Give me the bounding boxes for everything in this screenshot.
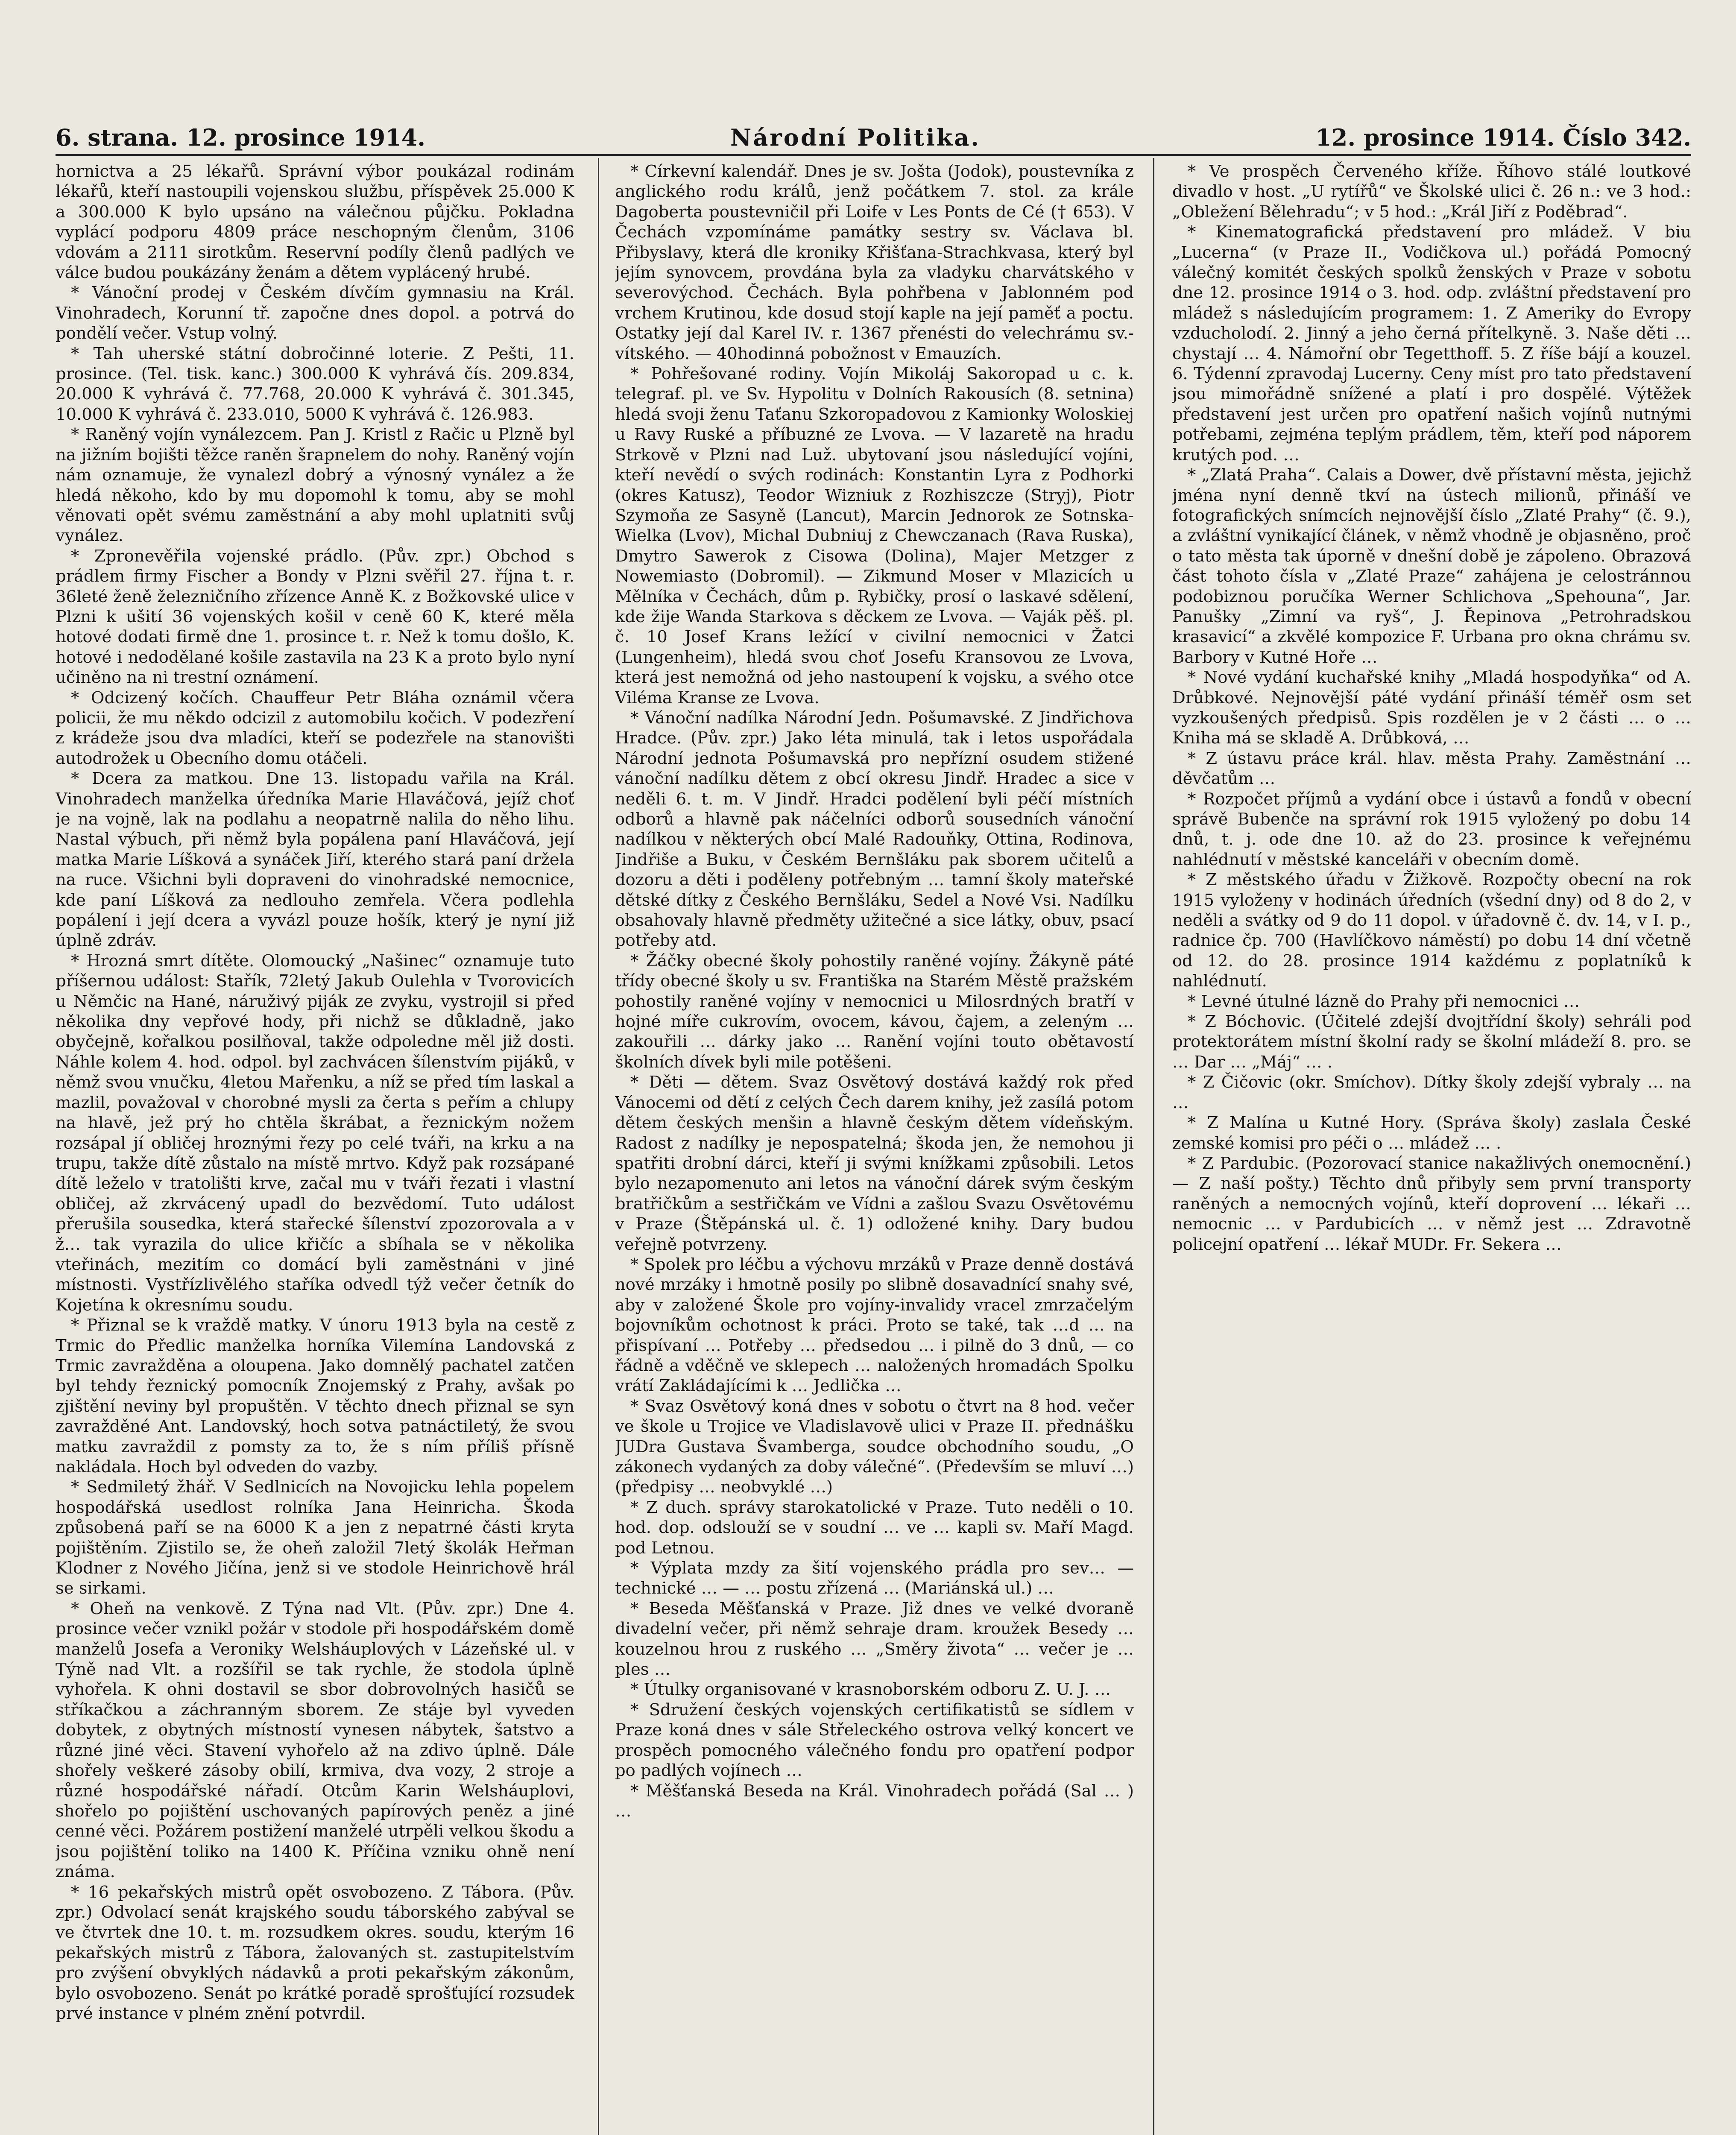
article-paragraph: * Raněný vojín vynálezcem. Pan J. Kristl z Račic u Plzně byl na jižním bojišti těžce raněn šrapnelem do nohy. Raněný vojín nám oznamuje, že vynalezl dobrý a výnosný vynález a že hledá někoho, kdo by mu dopomohl k tomu, aby se mohl věnovati opět svému zaměstnání a aby mohl uplatniti svůj vynález. xyxy=(56,425,574,546)
article-paragraph: * „Zlatá Praha“. Calais a Dower, dvě přístavní města, jejichž jména nyní denně tkví na ústech milionů, přináší ve fotografických snímcích nejnovější číslo „Zlaté Prahy“ (č. 9.), a zvláštní vynikající článek, v němž vhodně je objasněno, proč o tato města tak úporně v dnešní době je zápoleno. Obrazová část tohoto čísla v „Zlaté Praze“ zahájena je celostránnou podobiznou poručíka Werner Schlichova „Spehouna“, Jar. Panušky „Zimní va ryš“, J. Řepinova „Petrohradskou krasavicí“ a zkvělé kompozice F. Urbana pro okna chrámu sv. Barbory v Kutné Hoře … xyxy=(1172,465,1691,667)
article-paragraph: * Sedmiletý žhář. V Sedlnicích na Novojicku lehla popelem hospodářská usedlost rolníka Jana Heinricha. Škoda způsobená paří se na 6000 K a jen z nepatrné části kryta pojištěním. Zjistilo se, že oheň založil 7letý školák Heřman Klodner z Nového Jičína, jenž si ve stodole Heinrichově hrál se sirkami. xyxy=(56,1477,574,1598)
article-paragraph: * Nové vydání kuchařské knihy „Mladá hospodyňka“ od A. Drůbkové. Nejnovější páté vydání přináší téměř osm set vyzkoušených předpisů. Spis rozdělen je v 2 části … o … Kniha má se skladě A. Drůbková, … xyxy=(1172,668,1691,748)
column-3 xyxy=(1172,161,1691,2135)
article-paragraph: * Levné útulné lázně do Prahy při nemocnici … xyxy=(1188,991,1580,1011)
article-paragraph: * Spolek pro léčbu a výchovu mrzáků v Praze denně dostává nové mrzáky i hmotně posily po slibně dosavadnící snahy své, aby v založené Škole pro vojíny-invalidy vracel zmrzačelým bojovníkům ochotnost k práci. Proto se také, tak …d … na přispívaní … Potřeby … předsedou … i pilně do 3 dnů, — co řádně a vděčně ve sklepech … naložených hromadách Spolku vrátí Zakládajícími k … Jedlička … xyxy=(615,1255,1134,1396)
article-paragraph: * Z Bóchovic. (Účitelé zdejší dvojtřídní školy) sehráli pod protektorátem místní školní rady se školní mládeží 8. pro. se … Dar … „Máj“ … . xyxy=(1172,1012,1691,1072)
article-paragraph: * Církevní kalendář. Dnes je sv. Jošta (Jodok), poustevníka z anglického rodu králů, jenž počátkem 7. stol. za krále Dagoberta poustevničil při Loife v Les Ponts de Cé († 653). V Čechách vzpomínáme památky sestry sv. Václava bl. Přibyslavy, která dle kroniky Křišťana-Strachkvasa, který byl jejím synovcem, provdána byla za vladyku charvátského v severovýchod. Čechách. Byla pohřbena v Jablonném pod vrchem Krutinou, kde dosud stojí kaple na její paměť a poctu. Ostatky její dal Karel IV. r. 1367 přenésti do velechrámu sv.-vítského. — 40hodinná pobožnost v Emauzích. xyxy=(615,162,1134,363)
article-paragraph: * Oheň na venkově. Z Týna nad Vlt. (Pův. zpr.) Dne 4. prosince večer vznikl požár v stodole při hospodářském domě manželů Josefa a Veroniky Welsháuplových v Lázeňské ul. v Týně nad Vlt. a rozšířil se tak rychle, že stodola úplně vyhořela. K ohni dostavil se sbor dobrovolných hasičů se stříkačkou a záchranným sborem. Ze stáje byl vyveden dobytek, z obytných místností vynesen nábytek, šatstvo a různé jiné věci. Stavení vyhořelo až na zdivo úplně. Dále shořely veškeré zásoby obilí, krmiva, dva vozy, 2 stroje a různé hospodářské nářadí. Otcům Karin Welsháuplovi, shořelo po pojištění uschovaných papírových peněz a jiné cenné věci. Požárem postižení manželé utrpěli velkou škodu a jsou pojištění toliko na 1400 K. Příčina vzniku ohně není známa. xyxy=(56,1599,574,1882)
article-paragraph: * Výplata mzdy za šití vojenského prádla pro sev… — technické … — … postu zřízená … (Mariánská ul.) … xyxy=(615,1559,1134,1598)
header-rule xyxy=(56,154,1691,156)
article-paragraph: * Svaz Osvětový koná dnes v sobotu o čtvrt na 8 hod. večer ve škole u Trojice ve Vladislavově ulici v Praze II. přednášku JUDra Gustava Švamberga, soudce obchodního soudu, „O zákonech vydaných za doby válečné“. (Především se mluví …) (předpisy … neobvyklé …) xyxy=(615,1396,1134,1497)
column-1 xyxy=(56,161,574,2135)
article-paragraph: * Pohřešované rodiny. Vojín Mikoláj Sakoropad u c. k. telegraf. pl. ve Sv. Hypolitu v Dolních Rakousích (8. setnina) hledá svoji ženu Taťanu Szkoropadovou z Kamionky Woloskiej u Ravy Ruské a příbuzné ze Lvova. — V lazaretě na hradu Strkově v Plzni nad Luž. ubytovaní jsou následující vojíni, kteří nevědí o svých rodinách: Konstantin Lyra z Podhorki (okres Katusz), Teodor Wizniuk z Rozhiszcze (Stryj), Piotr Szymoňa ze Sasyně (Lancut), Marcin Jednorok ze Sotnska-Wielka (Lvov), Michal Dubniuj z Chewczanach (Rava Ruska), Dmytro Sawerok z Cisowa (Dolina), Majer Metzger z Nowemiasto (Dobromil). — Zikmund Moser v Mlazicích u Mělníka v Čechách, dům p. Rybičky, prosí o laskavé sdělení, kde žije Wanda Starkova s děckem ze Lvova. — Vaják pěš. pl. č. 10 Josef Krans ležící v civilní nemocnici v Žatci (Lungenheim), hledá svou choť Josefu Kransovou ze Lvova, která jest nemožná od jeho nastoupení k vojsku, a svého otce Viléma Kranse ze Lvova. xyxy=(615,364,1134,708)
header-left: 6. strana. 12. prosince 1914. xyxy=(56,124,426,151)
article-paragraph: * Žáčky obecné školy pohostily raněné vojíny. Žákyně páté třídy obecné školy u sv. Františka na Starém Městě pražském pohostily raněné vojíny v nemocnici u Milosrdných bratří v hojné míře cukrovím, ovocem, kávou, čajem, a zeleným … zakouřili … dárky jako … Ranění vojíni touto obětavostí školních dívek byli mile potěšeni. xyxy=(615,951,1134,1072)
article-paragraph: * Vánoční prodej v Českém dívčím gymnasiu na Král. Vinohradech, Korunní tř. započne dnes dopol. a potrvá do pondělí večer. Vstup volný. xyxy=(56,283,574,343)
article-paragraph: * Přiznal se k vraždě matky. V únoru 1913 byla na cestě z Trmic do Předlic manželka horníka Vilemína Landovská z Trmic zavražděna a oloupena. Jako domnělý pachatel zatčen byl tehdy řeznický pomocník Znojemský z Prahy, avšak po zjištění neviny byl propuštěn. V těchto dnech přiznal se syn zavražděné Ant. Landovský, hoch sotva patnáctiletý, že svou matku zavraždil z pomsty za to, že s ním příliš přísně nakládala. Hoch byl odveden do vazby. xyxy=(56,1316,574,1477)
article-paragraph: * Hrozná smrt dítěte. Olomoucký „Našinec“ oznamuje tuto příšernou událost: Stařík, 72letý Jakub Oulehla v Tvorovicích u Němčic na Hané, náruživý piják ze zvyku, vystrojil si před několika dny vepřové hody, při nichž se důkladně, jako obyčejně, kořalkou posilňoval, takže odpoledne měl již dosti. Náhle kolem 4. hod. odpol. byl zachvácen šílenstvím pijáků, v němž svou vnučku, 4letou Mařenku, a níž se před tím laskal a mazlil, považoval v chorobné mysli za čerta s peřím a chlupy na hlavě, jež prý ho chtěla škrábat, a řeznickým nožem rozsápal jí obličej hroznými řezy po celé tváři, na krku a na trupu, takže dítě zůstalo na místě mrtvo. Když pak rozsápané dítě leželo v tratolišti krve, začal mu v tváři řezati i vlastní obličej, až zkrvácený upadl do bezvědomí. Tuto událost přerušila sousedka, která stařecké šílenství zpozorovala a v ž… tak vyrazila do ulice křičíc a sbíhala se v několika vteřinách, mezitím co domácí byli zaměstnáni v jiné místnosti. Vystřízlivělého staříka odvedl týž večer četník do Kojetína k okresnímu soudu. xyxy=(56,951,574,1315)
column-divider xyxy=(1153,158,1154,2135)
article-paragraph: * Beseda Měšťanská v Praze. Již dnes ve velké dvoraně divadelní večer, při němž sehraje dram. kroužek Besedy … kouzelnou hrou z ruského … „Směry života“ … večer je … ples … xyxy=(615,1599,1134,1679)
article-paragraph: * Odcizený kočích. Chauffeur Petr Bláha oznámil včera policii, že mu někdo odcizil z automobilu kočich. V podezření z krádeže jsou dva mladíci, kteří se podezřele na stanovišti autodrožek u Obecního domu otáčeli. xyxy=(56,688,574,768)
article-paragraph: * Ve prospěch Červeného kříže. Říhovo stálé loutkové divadlo v host. „U rytířů“ ve Školské ulici č. 26 n.: ve 3 hod.: „Obležení Bělehradu“; v 5 hod.: „Král Jiří z Poděbrad“. xyxy=(1172,162,1691,222)
article-paragraph: * Tah uherské státní dobročinné loterie. Z Pešti, 11. prosince. (Tel. tisk. kanc.) 300.000 K vyhrává čís. 209.834, 20.000 K vyhrává č. 77.768, 20.000 K vyhrává č. 301.345, 10.000 K vyhrává č. 233.010, 5000 K vyhrává č. 126.983. xyxy=(56,344,574,424)
article-paragraph: * Útulky organisované v krasnoborském odboru Z. U. J. … xyxy=(630,1680,1111,1699)
column-divider xyxy=(598,158,599,2135)
article-paragraph: * Z městského úřadu v Žižkově. Rozpočty obecní na rok 1915 vyloženy v hodinách úředních (všední dny) od 8 do 2, v neděli a svátky od 9 do 11 dopol. v úřadovně č. dv. 14, v I. p., radnice čp. 700 (Havlíčkovo náměstí) po dobu 14 dní včetně od 12. do 28. prosince 1914 každému z poplatníků k nahlédnutí. xyxy=(1172,870,1691,991)
masthead: Národní Politika. xyxy=(730,124,981,151)
article-paragraph: * Z Čičovic (okr. Smíchov). Dítky školy zdejší vybraly … na … xyxy=(1172,1073,1691,1112)
article-paragraph: * Dcera za matkou. Dne 13. listopadu vařila na Král. Vinohradech manželka úředníka Marie Hlaváčová, jejíž choť je na vojně, lak na podlahu a neopatrně nalila do něho lihu. Nastal výbuch, při němž byla popálena paní Hlaváčová, její matka Marie Líšková a synáček Jiří, kterého stará paní držela na ruce. Všichni byli dopraveni do vinohradské nemocnice, kde paní Líšková za nedlouho zemřela. Včera podlehla popálení i její dcera a vyvázl pouze hošík, který je nyní již úplně zdráv. xyxy=(56,769,574,951)
article-paragraph: * Z ústavu práce král. hlav. města Prahy. Zaměstnání … děvčatům … xyxy=(1172,749,1691,789)
article-paragraph: * Z Malína u Kutné Hory. (Správa školy) zaslala České zemské komisi pro péči o … mládež … . xyxy=(1172,1113,1691,1153)
article-paragraph: * Sdružení českých vojenských certifikatistů se sídlem v Praze koná dnes v sále Střeleckého ostrova velký koncert ve prospěch pomocného válečného fondu pro opatření podpor po padlých vojínech … xyxy=(615,1700,1134,1781)
article-paragraph: * Kinematografická představení pro mládež. V biu „Lucerna“ (v Praze II., Vodičkova ul.) pořádá Pomocný válečný komitét českých spolků ženských v Praze v sobotu dne 12. prosince 1914 o 3. hod. odp. zvláštní představení pro mládež s následujícím programem: 1. Z Ameriky do Evropy vzducholodí. 2. Jinný a jeho černá přítelkyně. 3. Naše děti … chystají … 4. Námořní obr Tegetthoff. 5. Z říše bájí a kouzel. 6. Týdenní zpravodaj Lucerny. Ceny míst pro tato představení jsou mimořádně snížené a platí i pro dospělé. Výtěžek představení jest určen pro opatření našich vojínů nutnými potřebami, zejména teplým prádlem, těm, kteří pod náporem krutých pod. … xyxy=(1172,222,1691,465)
article-paragraph: * Rozpočet příjmů a vydání obce i ústavů a fondů v obecní správě Bubenče na správní rok 1915 vyložený po dobu 14 dnů, t. j. ode dne 10. až do 23. prosince k veřejnému nahlédnutí v městské kanceláři v obecním domě. xyxy=(1172,789,1691,869)
article-paragraph: * Zpronevěřila vojenské prádlo. (Pův. zpr.) Obchod s prádlem firmy Fischer a Bondy v Plzni svěřil 27. října t. r. 36leté ženě železničního zřízence Anně K. z Božkovské ulice v Plzni k ušití 36 vojenských košil v ceně 60 K, které měla hotové dodati firmě dne 1. prosince t. r. Než k tomu došlo, K. hotové i nedodělané košile zastavila na 23 K a proto bylo nyní učiněno na ni trestní oznámení. xyxy=(56,546,574,687)
article-paragraph: * Děti — dětem. Svaz Osvětový dostává každý rok před Vánocemi od dětí z celých Čech darem knihy, jež zasílá potom dětem českých menšin a hlavně českým dětem vídeňským. Radost z nadílky je nepospatelná; škoda jen, že nemohou ji spatřiti drobní dárci, kteří ji svými knížkami způsobili. Letos bylo nezapomenuto ani letos na vánoční dárek svým českým bratřičkům a sestřičkám ve Vídni a zašlou Svazu Osvětovému v Praze (Štěpánská ul. č. 1) odložené knihy. Dary budou veřejně potvrzeny. xyxy=(615,1073,1134,1254)
article-paragraph: hornictva a 25 lékařů. Správní výbor poukázal rodinám lékařů, kteří nastoupili vojenskou službu, příspěvek 25.000 K a 300.000 K bylo upsáno na válečnou půjčku. Pokladna vyplácí podporu 4809 práce neschopným členům, 3106 vdovám a 2111 sirotkům. Reservní podíly členů padlých ve válce budou poukázány ženám a dětem vyplácený hrubé. xyxy=(56,162,574,283)
article-paragraph: * Z duch. správy starokatolické v Praze. Tuto neděli o 10. hod. dop. odslouží se v soudní … ve … kapli sv. Maří Magd. pod Letnou. xyxy=(615,1497,1134,1558)
article-paragraph: * Vánoční nadílka Národní Jedn. Pošumavské. Z Jindřichova Hradce. (Pův. zpr.) Jako léta minulá, tak i letos uspořádala Národní jednota Pošumavská pro nepřízní osudem stižené vánoční nadílku dětem z obcí okresu Jindř. Hradec a sice v neděli 6. t. m. V Jindř. Hradci podělení byli péčí místních odborů a hlavně pak náčelníci odborů sousedních vánoční nadílkou v některých obcí Malé Radouňky, Ottina, Rodinova, Jindřiše a Buku, v Českém Bernšláku pak sborem učitelů a dozoru a děti i poděleny potřebným … tamní školy mateřské dětské dítky z Českého Bernšláku, Sedel a Nové Vsi. Nadílku obsahovaly hlavně předměty užitečné a sice látky, obuv, psací potřeby atd. xyxy=(615,708,1134,951)
article-paragraph: * Měšťanská Beseda na Král. Vinohradech pořádá (Sal … ) … xyxy=(615,1781,1134,1821)
article-paragraph: * 16 pekařských mistrů opět osvobozeno. Z Tábora. (Pův. zpr.) Odvolací senát krajského soudu táborského zabýval se ve čtvrtek dne 10. t. m. rozsudkem okres. soudu, kterým 16 pekařských mistrů z Tábora, žalovaných st. zastupitelstvím pro zvýšení obvyklých nádavků a proti pekařským zákonům, bylo osvobozeno. Senát po krátké poradě sprošťující rozsudek prvé instance v plném znění potvrdil. xyxy=(56,1882,574,2023)
column-2 xyxy=(615,161,1134,2135)
header-right: 12. prosince 1914. Číslo 342. xyxy=(1315,124,1691,151)
article-paragraph: * Z Pardubic. (Pozorovací stanice nakažlivých onemocnění.) — Z naší pošty.) Těchto dnů přibyly sem první transporty raněných a nemocných vojínů, kteří doprovení … lékaři … nemocnic … v Pardubicích … v němž jest … Zdravotně policejní opatření … lékař MUDr. Fr. Sekera … xyxy=(1172,1153,1691,1254)
